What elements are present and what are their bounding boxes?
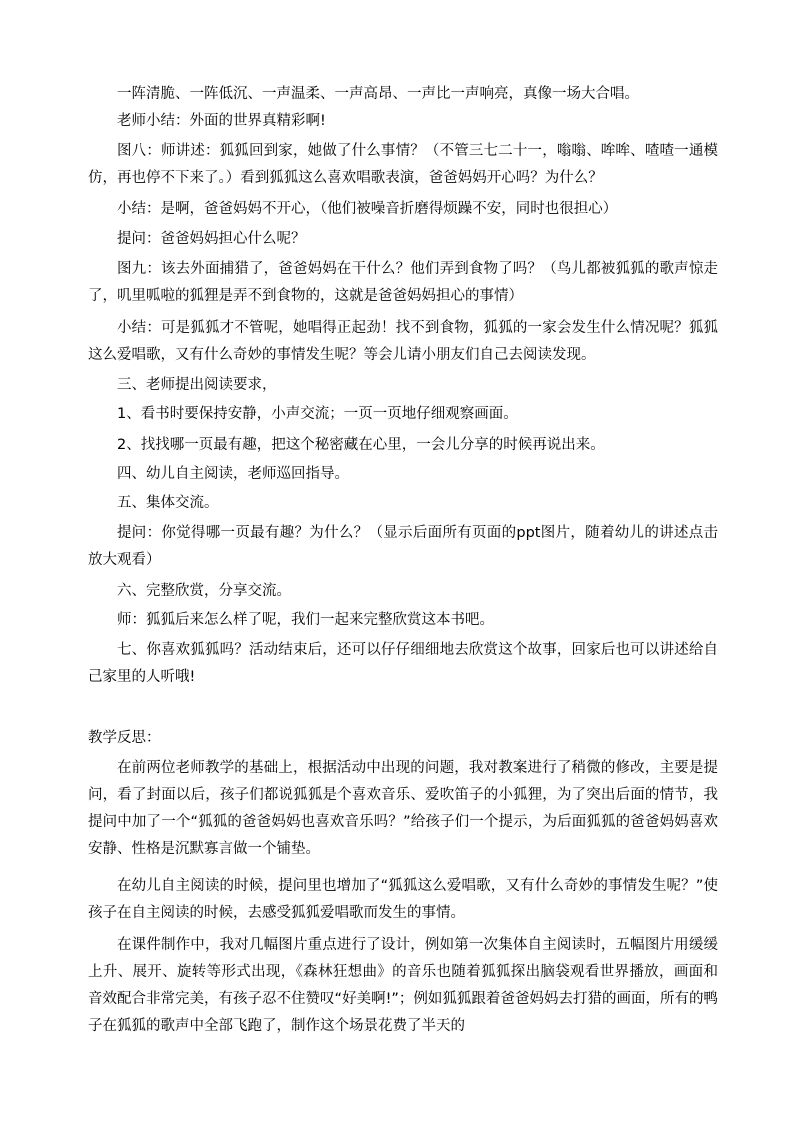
lesson-paragraph: 老师小结：外面的世界真精彩啊!: [117, 113, 326, 129]
reflection-paragraph: 在课件制作中，我对几幅图片重点进行了设计，例如第一次集体自主阅读时，五幅图片用缓缓上升、展开、旋转等形式出现，《森林狂想曲》的音乐也随着狐狐探出脑袋观看世界播放，画面和音效配合非常完美，有孩子忍不住赞叹“好美啊!”；例如狐狐跟着爸爸妈妈去打猎的画面，所有的鸭子在狐狐的歌声中全部飞跑了，制作这个场景花费了半天的: [88, 937, 718, 1034]
lesson-paragraph: 四、幼儿自主阅读，老师巡回指导。: [117, 466, 349, 482]
lesson-paragraph: 三、老师提出阅读要求，: [117, 377, 277, 393]
reflection-paragraph: 在幼儿自主阅读的时候，提问里也增加了“狐狐这么爱唱歌，又有什么奇妙的事情发生呢？”使孩子在自主阅读的时候，去感受狐狐爱唱歌而发生的事情。: [88, 878, 718, 921]
lesson-paragraph: 提问：爸爸妈妈担心什么呢？: [117, 231, 306, 247]
lesson-paragraph: 1、看书时要保持安静，小声交流；一页一页地仔细观察画面。: [117, 406, 518, 422]
lesson-paragraph: 七、你喜欢狐狐吗？活动结束后，还可以仔仔细细地去欣赏这个故事，回家后也可以讲述给自己家里的人听哦!: [88, 642, 718, 685]
lesson-paragraph: 师：狐狐后来怎么样了呢，我们一起来完整欣赏这本书吧。: [117, 612, 494, 628]
reflection-heading: 教学反思：: [88, 730, 161, 746]
lesson-paragraph: 图八：师讲述：狐狐回到家，她做了什么事情？（不管三七二十一，嗡嗡、哞哞、喳喳一通模仿，再也停不下来了。）看到狐狐这么喜欢唱歌表演，爸爸妈妈开心吗？为什么？: [88, 143, 718, 186]
lesson-paragraph: 图九：该去外面捕猎了，爸爸妈妈在干什么？他们弄到食物了吗？（鸟儿都被狐狐的歌声惊走了，叽里呱啦的狐狸是弄不到食物的，这就是爸爸妈妈担心的事情）: [88, 261, 718, 304]
lesson-paragraph: 一阵清脆、一阵低沉、一声温柔、一声高昂、一声比一声响亮，真像一场大合唱。: [117, 86, 639, 102]
lesson-paragraph: 提问：你觉得哪一页最有趣？为什么？（显示后面所有页面的ppt图片，随着幼儿的讲述点击放大观看）: [88, 525, 718, 568]
lesson-paragraph: 五、集体交流。: [117, 495, 219, 511]
lesson-paragraph: 小结：可是狐狐才不管呢，她唱得正起劲！找不到食物，狐狐的一家会发生什么情况呢？狐狐这么爱唱歌，又有什么奇妙的事情发生呢？等会儿请小朋友们自己去阅读发现。: [88, 320, 718, 363]
lesson-paragraph: 小结：是啊，爸爸妈妈不开心，（他们被噪音折磨得烦躁不安，同时也很担心）: [117, 201, 618, 217]
reflection-paragraph: 在前两位老师教学的基础上，根据活动中出现的问题，我对教案进行了稍微的修改，主要是提问，看了封面以后，孩子们都说狐狐是个喜欢音乐、爱吹笛子的小狐狸，为了突出后面的情节，我提问中加了一个“狐狐的爸爸妈妈也喜欢音乐吗？”给孩子们一个提示，为后面狐狐的爸爸妈妈喜欢安静、性格是沉默寡言做一个铺垫。: [88, 760, 718, 857]
lesson-paragraph: 2、找找哪一页最有趣，把这个秘密藏在心里，一会儿分享的时候再说出来。: [117, 437, 605, 453]
lesson-paragraph: 六、完整欣赏，分享交流。: [117, 583, 291, 599]
